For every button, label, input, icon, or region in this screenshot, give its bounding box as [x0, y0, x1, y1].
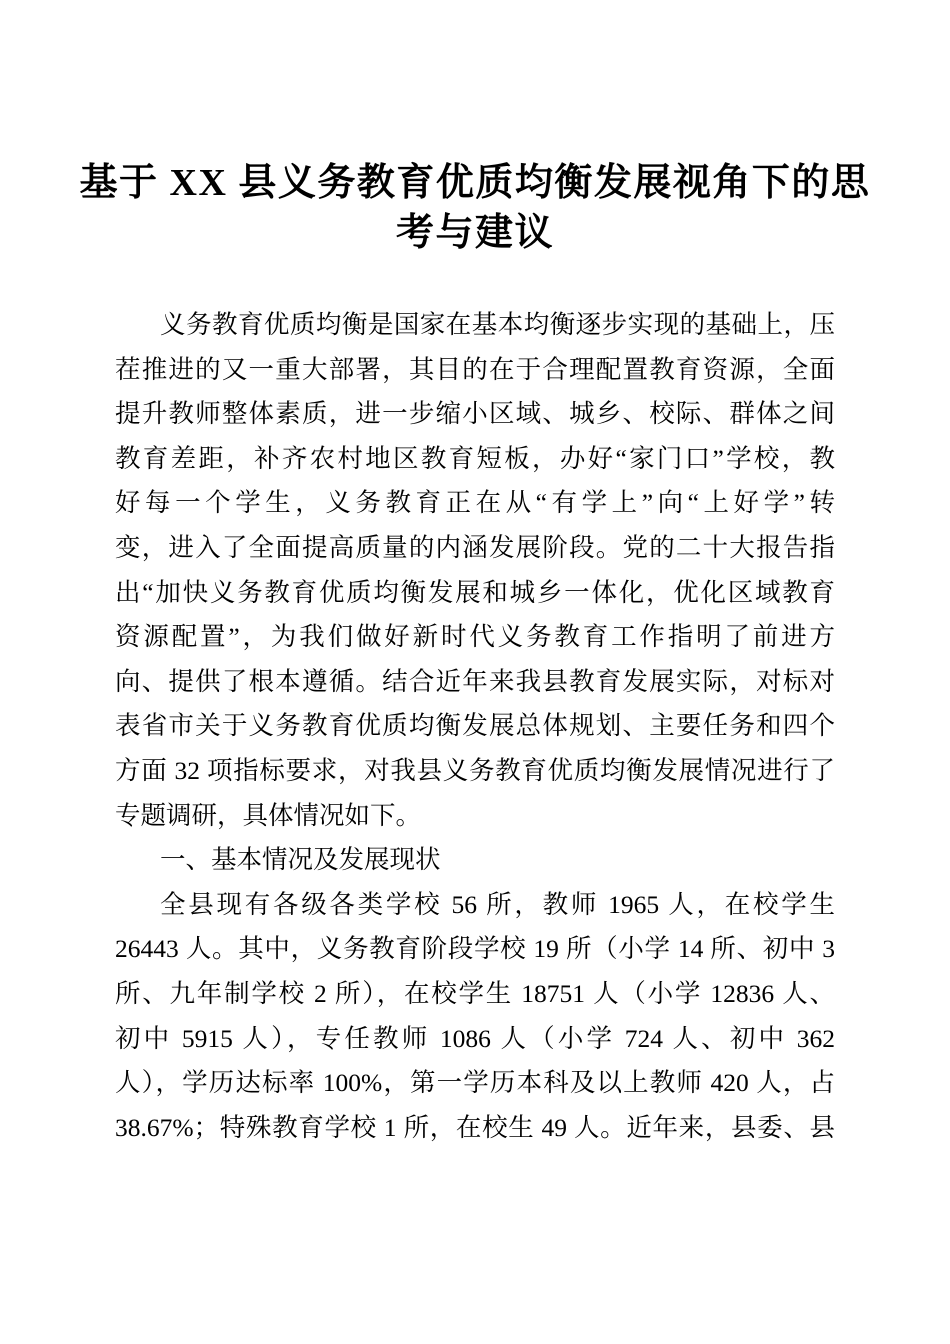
document-title	[0, 158, 950, 258]
text-line: 向、提供了根本遵循。结合近年来我县教育发展实际，对标对	[115, 666, 835, 696]
text-line: 资源配置”，为我们做好新时代义务教育工作指明了前进方	[115, 622, 835, 652]
text-line: 变，进入了全面提高质量的内涵发展阶段。党的二十大报告指	[115, 532, 835, 562]
text-line: 专题调研，具体情况如下。	[115, 800, 422, 830]
text-line: 一、基本情况及发展现状	[160, 845, 441, 875]
section-heading	[115, 838, 835, 883]
title-line-1: 基于 XX 县义务教育优质均衡发展视角下的思	[79, 162, 871, 204]
paragraph	[115, 303, 835, 838]
text-line: 38.67%；特殊教育学校 1 所，在校生 49 人。近年来，县委、县	[115, 1112, 835, 1142]
text-line: 人），学历达标率 100%，第一学历本科及以上教师 420 人，占	[115, 1068, 835, 1098]
text-line: 所、九年制学校 2 所），在校学生 18751 人（小学 12836 人、	[115, 978, 835, 1008]
text-line: 义务教育优质均衡是国家在基本均衡逐步实现的基础上，压	[160, 310, 835, 339]
document-body	[115, 303, 835, 1150]
text-line: 教育差距，补齐农村地区教育短板，办好“家门口”学校，教	[115, 443, 835, 473]
paragraph	[115, 883, 835, 1151]
text-line: 出“加快义务教育优质均衡发展和城乡一体化，优化区域教育	[115, 577, 835, 607]
text-line: 方面 32 项指标要求，对我县义务教育优质均衡发展情况进行了	[115, 755, 835, 785]
text-line: 提升教师整体素质，进一步缩小区域、城乡、校际、群体之间	[115, 399, 835, 429]
text-line: 好每一个学生，义务教育正在从“有学上”向“上好学”转	[115, 488, 835, 518]
text-line: 茬推进的又一重大部署，其目的在于合理配置教育资源，全面	[115, 354, 835, 384]
text-line: 全县现有各级各类学校 56 所，教师 1965 人，在校学生	[160, 889, 835, 919]
title-line-2: 考与建议	[395, 212, 554, 254]
text-line: 表省市关于义务教育优质均衡发展总体规划、主要任务和四个	[115, 711, 835, 741]
text-line: 26443 人。其中，义务教育阶段学校 19 所（小学 14 所、初中 3	[115, 934, 835, 964]
text-line: 初中 5915 人），专任教师 1086 人（小学 724 人、初中 362	[115, 1023, 835, 1053]
